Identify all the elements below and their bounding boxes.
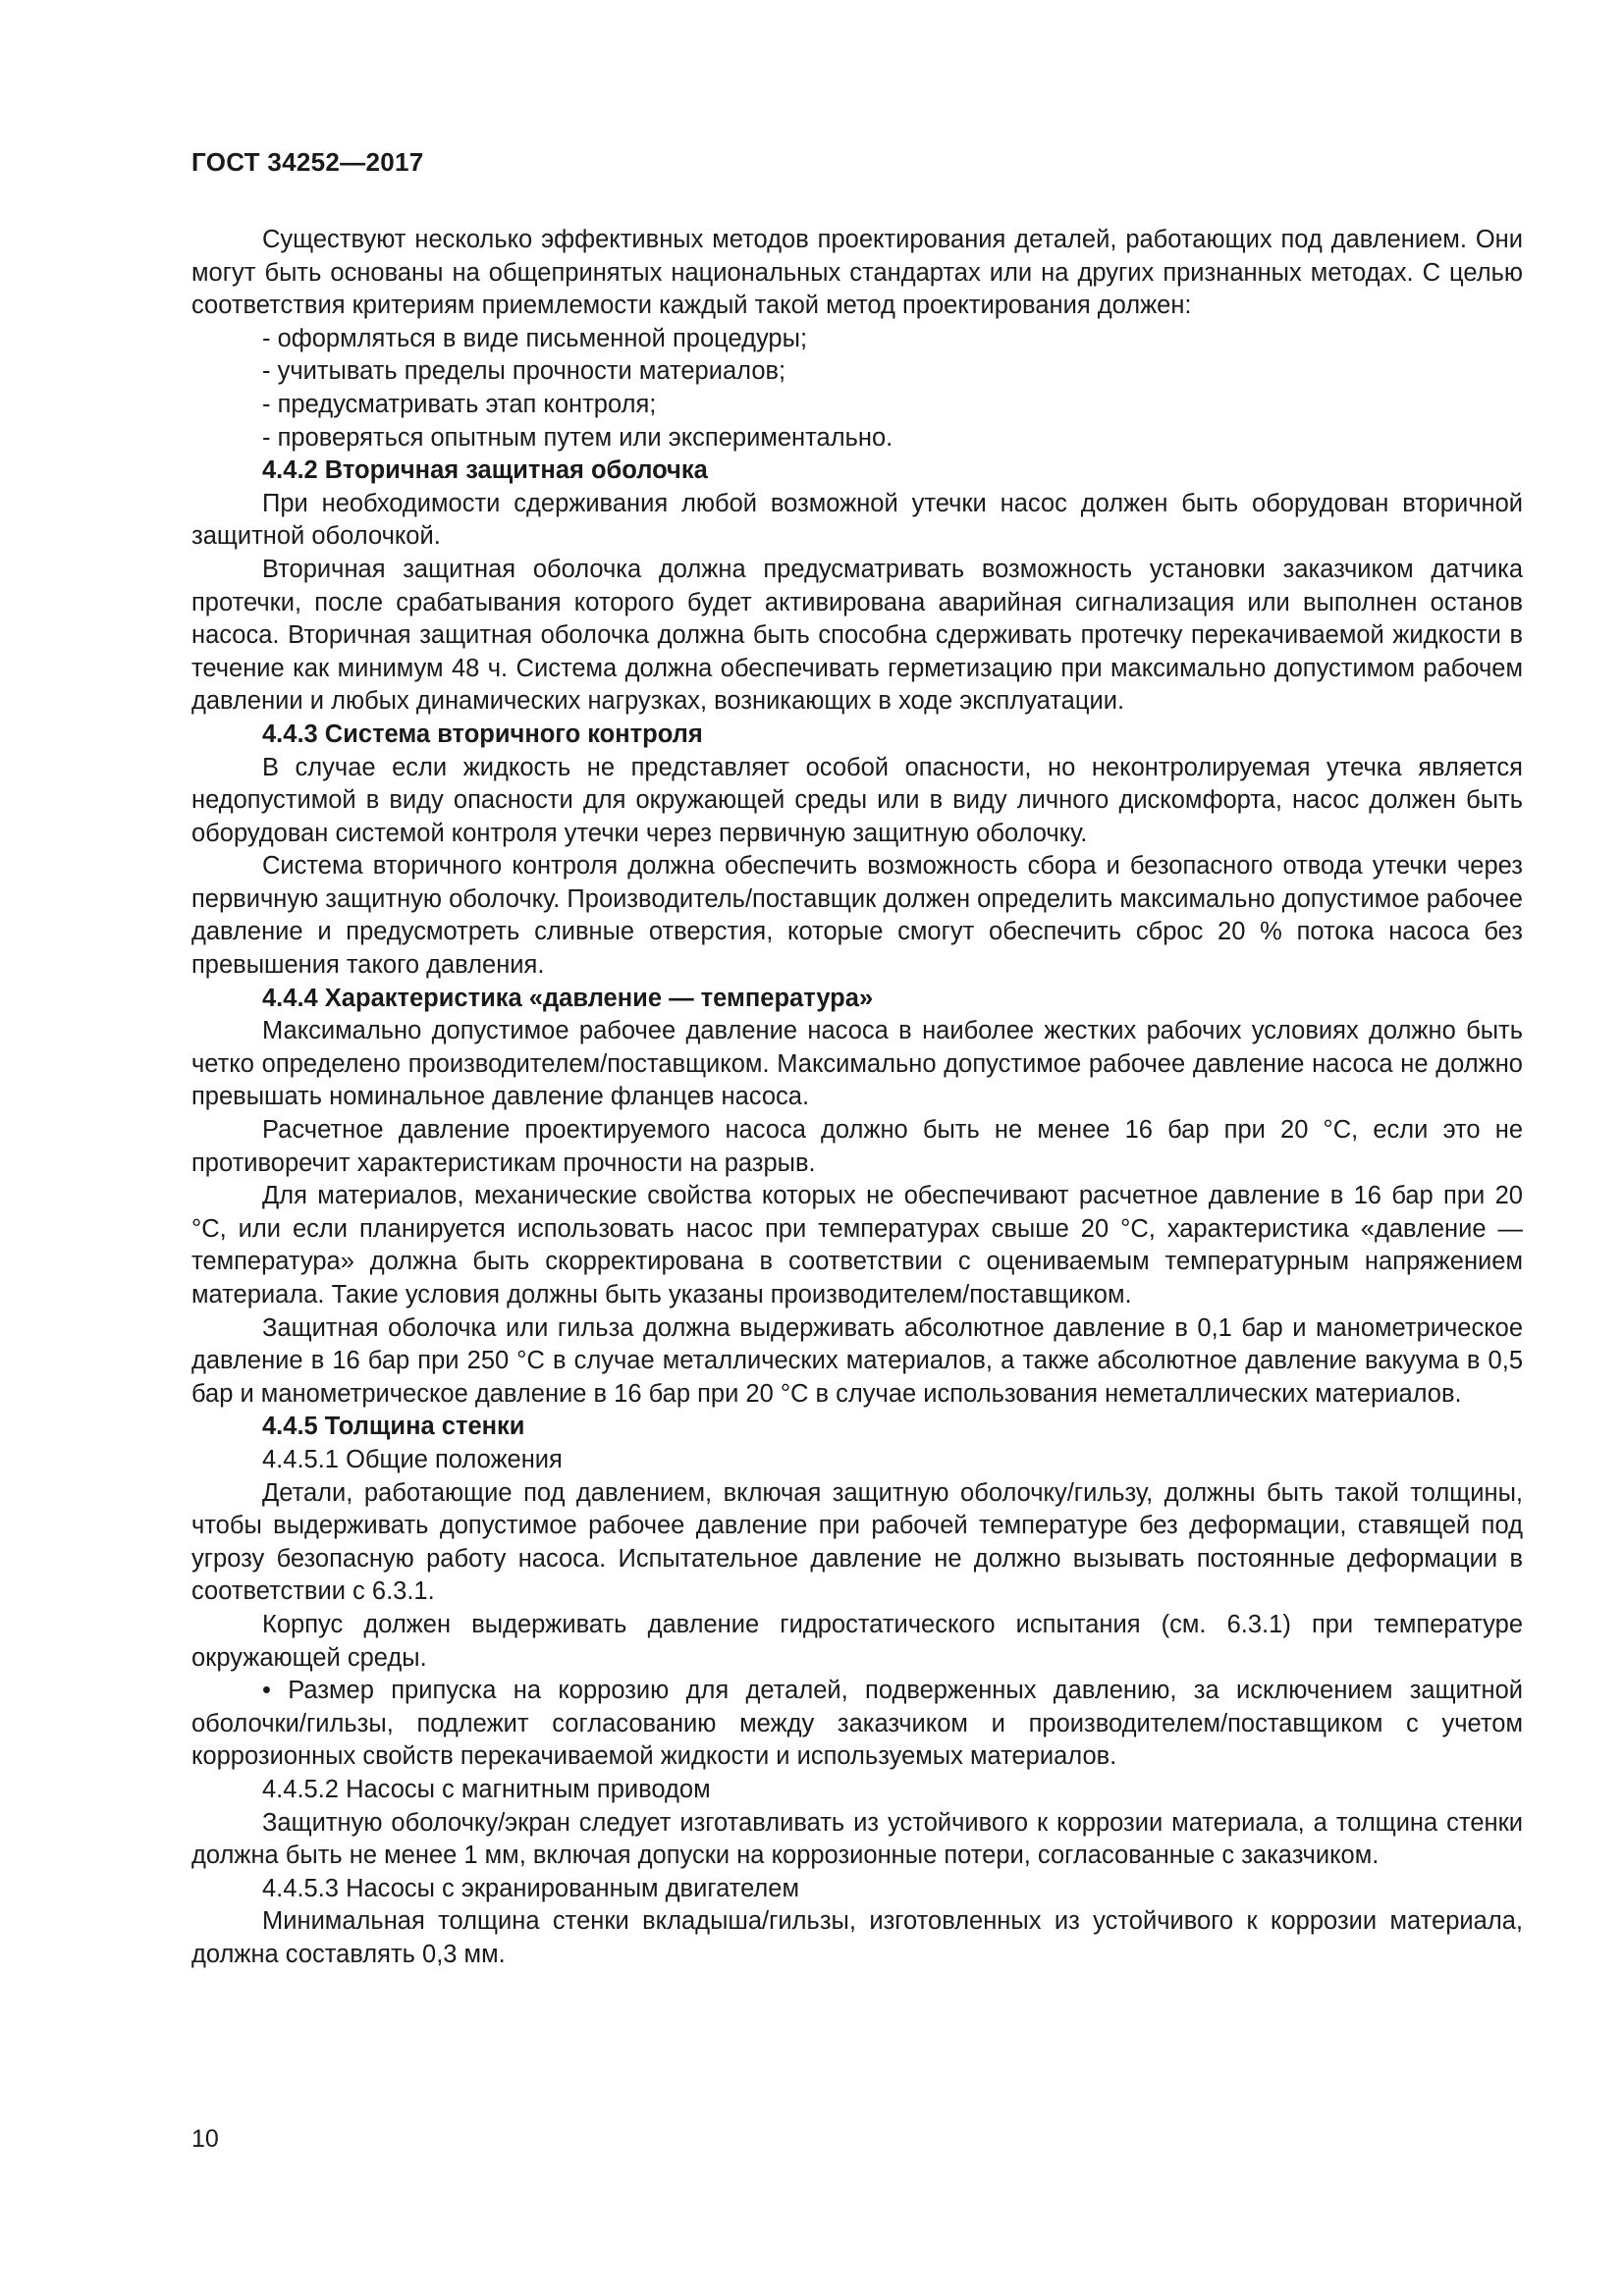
subsection-heading-4-4-5-2: 4.4.5.2 Насосы с магнитным приводом	[262, 1775, 711, 1803]
paragraph: Защитную оболочку/экран следует изготавливать из устойчивого к коррозии материала, а толщина стенки должна быть не менее 1 мм, включая допуски на коррозионные потери, согласованные с заказчиком.	[191, 1808, 1523, 1870]
section-heading-4-4-5: 4.4.5 Толщина стенки	[262, 1413, 525, 1441]
paragraph: Существуют несколько эффективных методов проектирования деталей, работающих под давлением. Они могут быть основаны на общепринятых национальных стандартах или на других признанных методах. С целью соответствия критериям приемлемости каждый такой метод проектирования должен:	[191, 226, 1523, 320]
paragraph: Защитная оболочка или гильза должна выдерживать абсолютное давление в 0,1 бар и манометрическое давление в 16 бар при 250 °С в случае металлических материалов, а также абсолютное давление вакуума в 0,5 бар и манометрическое давление в 16 бар при 20 °С в случае использования неметаллических материалов.	[191, 1313, 1523, 1408]
paragraph: Корпус должен выдерживать давление гидростатического испытания (см. 6.3.1) при температуре окружающей среды.	[191, 1610, 1523, 1672]
subsection-heading-4-4-5-1: 4.4.5.1 Общие положения	[262, 1445, 563, 1473]
paragraph: При необходимости сдерживания любой возможной утечки насос должен быть оборудован вторичной защитной оболочкой.	[191, 489, 1523, 551]
list-item: - учитывать пределы прочности материалов;	[262, 357, 786, 386]
bullet-paragraph: • Размер припуска на коррозию для деталей, подверженных давлению, за исключением защитной оболочки/гильзы, подлежит согласованию между заказчиком и производителем/поставщиком с учетом коррозионных свойств перекачиваемой жидкости и используемых материалов.	[191, 1677, 1523, 1771]
list-item: - оформляться в виде письменной процедуры;	[262, 324, 808, 352]
paragraph: В случае если жидкость не представляет особой опасности, но неконтролируемая утечка является недопустимой в виду опасности для окружающей среды или в виду личного дискомфорта, насос должен быть оборудован системой контроля утечки через первичную защитную оболочку.	[191, 753, 1523, 847]
paragraph: Максимально допустимое рабочее давление насоса в наиболее жестких рабочих условиях должно быть четко определено производителем/поставщиком. Максимально допустимое рабочее давление насоса не должно превышать номинальное давление фланцев насоса.	[191, 1017, 1523, 1111]
page-header-doc-code: ГОСТ 34252—2017	[191, 147, 424, 177]
document-body	[191, 224, 1523, 1971]
list-item: - проверяться опытным путем или экспериментально.	[262, 423, 893, 452]
section-heading-4-4-3: 4.4.3 Система вторичного контроля	[262, 720, 703, 748]
paragraph: Вторичная защитная оболочка должна предусматривать возможность установки заказчиком датчика протечки, после срабатывания которого будет активирована аварийная сигнализация или выполнен останов насоса. Вторичная защитная оболочка должна быть способна сдерживать протечку перекачиваемой жидкости в течение как минимум 48 ч. Система должна обеспечивать герметизацию при максимально допустимом рабочем давлении и любых динамических нагрузках, возникающих в ходе эксплуатации.	[191, 555, 1523, 716]
paragraph: Минимальная толщина стенки вкладыша/гильзы, изготовленных из устойчивого к коррозии материала, должна составлять 0,3 мм.	[191, 1907, 1523, 1968]
page-number: 10	[191, 2125, 219, 2153]
subsection-heading-4-4-5-3: 4.4.5.3 Насосы с экранированным двигателем	[262, 1874, 800, 1902]
list-item: - предусматривать этап контроля;	[262, 390, 657, 418]
section-heading-4-4-4: 4.4.4 Характеристика «давление — температура»	[262, 984, 874, 1012]
paragraph: Для материалов, механические свойства которых не обеспечивают расчетное давление в 16 бар при 20 °С, или если планируется использовать насос при температурах свыше 20 °С, характеристика «давление — температура» должна быть скорректирована в соответствии с оцениваемым температурным напряжением материала. Такие условия должны быть указаны производителем/поставщиком.	[191, 1182, 1523, 1308]
paragraph: Расчетное давление проектируемого насоса должно быть не менее 16 бар при 20 °С, если это не противоречит характеристикам прочности на разрыв.	[191, 1116, 1523, 1177]
section-heading-4-4-2: 4.4.2 Вторичная защитная оболочка	[262, 456, 708, 485]
paragraph: Система вторичного контроля должна обеспечить возможность сбора и безопасного отвода утечки через первичную защитную оболочку. Производитель/поставщик должен определить максимально допустимое рабочее давление и предусмотреть сливные отверстия, которые смогут обеспечить сброс 20 % потока насоса без превышения такого давления.	[191, 852, 1523, 980]
paragraph: Детали, работающие под давлением, включая защитную оболочку/гильзу, должны быть такой толщины, чтобы выдерживать допустимое рабочее давление при рабочей температуре без деформации, ставящей под угрозу безопасную работу насоса. Испытательное давление не должно вызывать постоянные деформации в соответствии с 6.3.1.	[191, 1478, 1523, 1606]
